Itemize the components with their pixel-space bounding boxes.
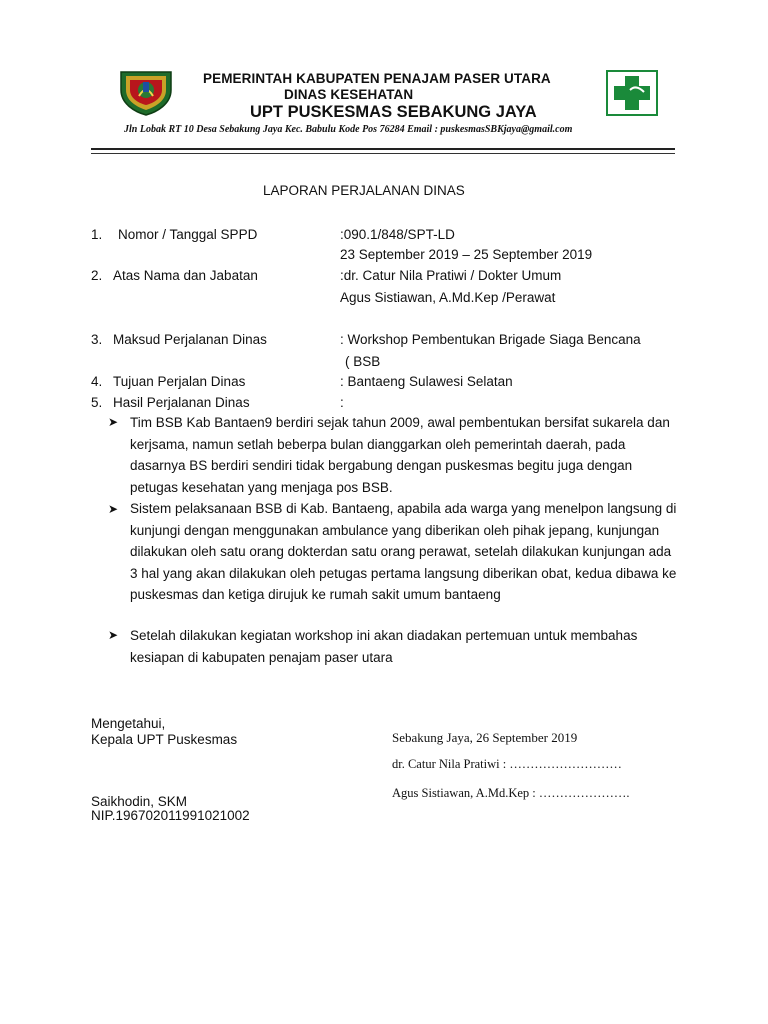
letterhead-line-2: DINAS KESEHATAN <box>284 87 414 102</box>
head-nip: NIP.196702011991021002 <box>91 808 250 823</box>
item-4-label: Tujuan Perjalan Dinas <box>113 374 246 389</box>
item-2-value-2: Agus Sistiawan, A.Md.Kep /Perawat <box>340 290 556 305</box>
item-5-num: 5. <box>91 395 103 410</box>
letterhead-address: Jln Lobak RT 10 Desa Sebakung Jaya Kec. Babulu Kode Pos 76284 Email : puskesmasSBKjaya@gmail.com <box>124 124 573 135</box>
signatory-1: dr. Catur Nila Pratiwi : ……………………… <box>392 757 622 771</box>
signatory-2: Agus Sistiawan, A.Md.Kep : …………………. <box>392 786 630 800</box>
arrow-bullet-icon: ➤ <box>108 502 119 516</box>
item-5-label: Hasil Perjalanan Dinas <box>113 395 250 410</box>
item-4-value: : Bantaeng Sulawesi Selatan <box>340 374 513 389</box>
arrow-bullet-icon: ➤ <box>108 415 119 429</box>
letterhead-line-3: UPT PUSKESMAS SEBAKUNG JAYA <box>250 103 537 121</box>
item-3-value-2: ( BSB <box>345 354 381 369</box>
arrow-bullet-icon: ➤ <box>108 628 119 642</box>
head-title: Kepala UPT Puskesmas <box>91 732 238 747</box>
result-paragraph-2: Sistem pelaksanaan BSB di Kab. Bantaeng, apabila ada warga yang menelpon langsung di kunjungi dengan menggunakan ambulance yang diberikan oleh pihak jepang, kunjungan dilakukan oleh satu orang dokterdan satu orang perawat, setelah dilakukan kunjungan ada 3 hal yang akan dilakukan oleh petugas pertama langsung diberikan obat, kedua dibawa ke puskesmas dan ketiga dirujuk ke rumah sakit umum bantaeng <box>130 501 677 602</box>
puskesmas-cross-icon <box>606 70 658 116</box>
letterhead-line-1: PEMERINTAH KABUPATEN PENAJAM PASER UTARA <box>203 71 551 86</box>
item-4-num: 4. <box>91 374 103 389</box>
document-title: LAPORAN PERJALANAN DINAS <box>263 183 465 198</box>
item-2-label: Atas Nama dan Jabatan <box>113 268 258 283</box>
acknowledged-label: Mengetahui, <box>91 716 166 731</box>
item-1-value-2: 23 September 2019 – 25 September 2019 <box>340 247 593 262</box>
item-1-num: 1. <box>91 227 103 242</box>
letterhead-rule-thin <box>91 153 675 154</box>
item-3-num: 3. <box>91 332 103 347</box>
item-1-label: Nomor / Tanggal SPPD <box>118 227 258 242</box>
item-2-num: 2. <box>91 268 103 283</box>
result-paragraph-3: Setelah dilakukan kegiatan workshop ini akan diadakan pertemuan untuk membahas kesiapan di kabupaten penajam paser utara <box>130 628 638 665</box>
item-3-label: Maksud Perjalanan Dinas <box>113 332 267 347</box>
place-date: Sebakung Jaya, 26 September 2019 <box>392 730 578 745</box>
result-paragraph-1: Tim BSB Kab Bantaen9 berdiri sejak tahun 2009, awal pembentukan bersifat sukarela dan kerjsama, namun setlah beberpa bulan dianggarkan oleh pemerintah daerah, pada dasarnya BS berdiri sendiri tidak bergabung dengan puskesmas begitu juga dengan petugas kesehatan yang menjaga pos BSB. <box>130 415 670 495</box>
item-1-value: :090.1/848/SPT-LD <box>340 227 455 242</box>
head-name: Saikhodin, SKM <box>91 794 188 809</box>
letterhead-rule-thick <box>91 148 675 150</box>
regency-crest-icon <box>117 66 175 116</box>
item-2-value: :dr. Catur Nila Pratiwi / Dokter Umum <box>340 268 562 283</box>
item-5-value: : <box>340 395 344 410</box>
item-3-value: : Workshop Pembentukan Brigade Siaga Bencana <box>340 332 641 347</box>
